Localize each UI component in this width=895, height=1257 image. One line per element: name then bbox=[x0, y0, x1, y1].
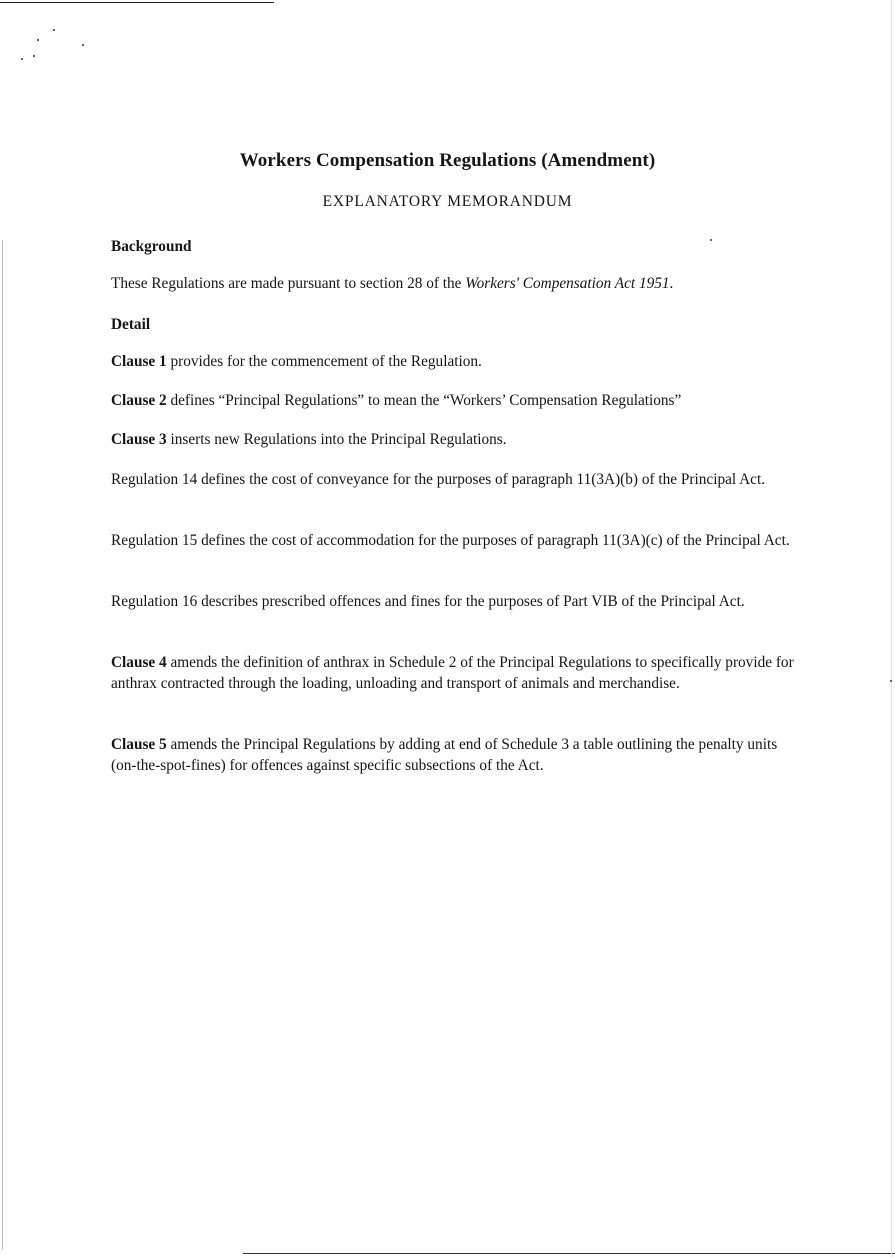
scan-edge-bottom bbox=[243, 1253, 895, 1254]
regulation-text: Regulation 15 defines the cost of accommodation for the purposes of paragraph 11(3A)(c) of the Principal Act. bbox=[111, 532, 790, 549]
detail-item-clause-5 bbox=[111, 734, 801, 776]
clause-label: Clause 5 bbox=[111, 736, 167, 753]
clause-text: amends the definition of anthrax in Schedule 2 of the Principal Regulations to specifically provide for anthrax contracted through the loading, unloading and transport of animals and merchandise. bbox=[111, 654, 794, 692]
detail-item-clause-3 bbox=[111, 429, 801, 450]
scan-speck bbox=[53, 29, 55, 31]
clause-label: Clause 4 bbox=[111, 654, 167, 671]
regulation-text: Regulation 16 describes prescribed offences and fines for the purposes of Part VIB of the Principal Act. bbox=[111, 593, 745, 610]
background-text-end: . bbox=[669, 275, 674, 292]
scan-edge-top bbox=[0, 2, 274, 3]
detail-heading: Detail bbox=[111, 316, 151, 333]
background-heading: Background bbox=[111, 238, 192, 255]
clause-text: amends the Principal Regulations by adding at end of Schedule 3 a table outlining the penalty units (on-the-spot-fines) for offences against specific subsections of the Act. bbox=[111, 736, 778, 774]
clause-text: provides for the commencement of the Regulation. bbox=[166, 353, 482, 370]
detail-item-clause-2 bbox=[111, 390, 801, 411]
clause-label: Clause 3 bbox=[111, 431, 167, 448]
detail-item-regulation-14 bbox=[111, 469, 801, 490]
detail-item-clause-4 bbox=[111, 652, 801, 694]
regulation-text: Regulation 14 defines the cost of conveyance for the purposes of paragraph 11(3A)(b) of the Principal Act. bbox=[111, 471, 766, 488]
document-title: Workers Compensation Regulations (Amendment) bbox=[239, 150, 656, 171]
scan-speck bbox=[21, 58, 23, 60]
scan-edge-left bbox=[2, 240, 3, 1250]
clause-label: Clause 2 bbox=[111, 392, 167, 409]
clause-text: inserts new Regulations into the Principal Regulations. bbox=[166, 431, 507, 448]
scan-speck bbox=[37, 39, 39, 41]
background-text: These Regulations are made pursuant to section 28 of the bbox=[111, 275, 466, 292]
scan-speck bbox=[33, 55, 35, 57]
background-paragraph bbox=[111, 273, 801, 294]
document-subtitle: EXPLANATORY MEMORANDUM bbox=[322, 193, 573, 210]
scan-speck bbox=[890, 680, 892, 682]
clause-text: defines “Principal Regulations” to mean the “Workers’ Compensation Regulations” bbox=[166, 392, 682, 409]
scan-edge-right bbox=[891, 0, 892, 1257]
clause-label: Clause 1 bbox=[111, 353, 167, 370]
detail-item-regulation-16 bbox=[111, 591, 801, 612]
detail-item-regulation-15 bbox=[111, 530, 801, 551]
detail-item-clause-1 bbox=[111, 351, 801, 372]
act-name: Workers' Compensation Act 1951 bbox=[465, 275, 670, 292]
scan-speck bbox=[82, 44, 84, 46]
